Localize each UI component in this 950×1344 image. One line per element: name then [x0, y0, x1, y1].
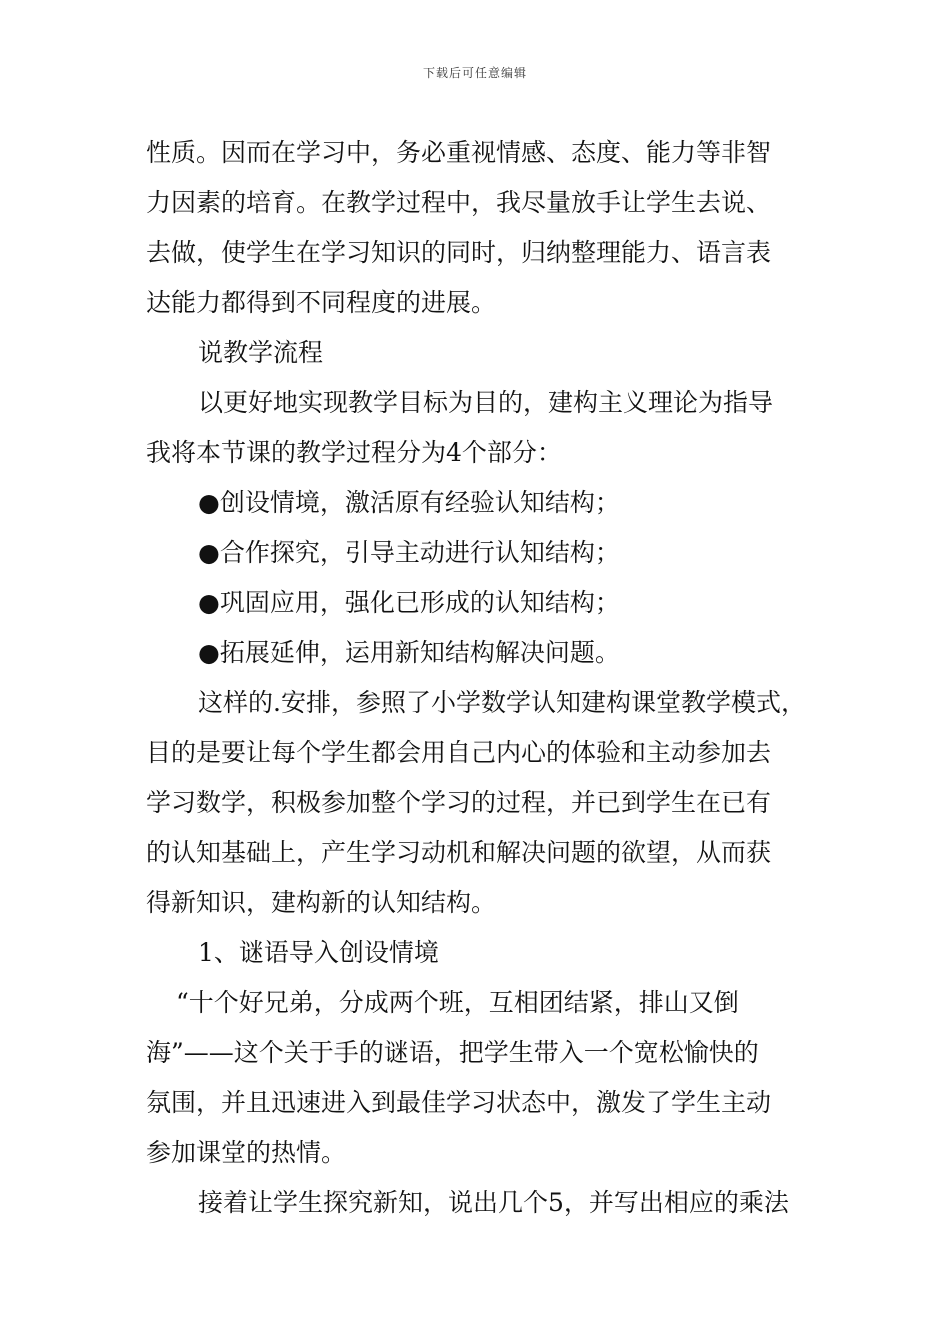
- text-line: 以更好地实现教学目标为目的，建构主义理论为指导: [198, 388, 774, 417]
- text-line: 这样的.安排，参照了小学数学认知建构课堂教学模式，: [198, 688, 806, 717]
- bullet-item: ●拓展延伸，运用新知结构解决问题。: [198, 638, 620, 667]
- text-line: 学习数学，积极参加整个学习的过程，并已到学生在已有: [146, 788, 772, 817]
- text-line: 我将本节课的教学过程分为4个部分：: [146, 438, 562, 467]
- text-line: 参加课堂的热情。: [146, 1138, 347, 1167]
- text-line: 去做，使学生在学习知识的同时，归纳整理能力、语言表: [146, 238, 772, 267]
- text-line: 力因素的培育。在教学过程中，我尽量放手让学生去说、: [146, 188, 772, 217]
- page-header: 下载后可任意编辑: [422, 66, 527, 80]
- text-line: 性质。因而在学习中，务必重视情感、态度、能力等非智: [146, 138, 772, 167]
- document-body: [146, 128, 816, 1228]
- section-heading: 说教学流程: [198, 338, 324, 367]
- text-line: 接着让学生探究新知，说出几个5，并写出相应的乘法: [198, 1188, 789, 1217]
- text-line: 目的是要让每个学生都会用自己内心的体验和主动参加去: [146, 738, 772, 767]
- text-line: 的认知基础上，产生学习动机和解决问题的欲望，从而获: [146, 838, 772, 867]
- text-line: 得新知识，建构新的认知结构。: [146, 888, 497, 917]
- bullet-item: ●合作探究，引导主动进行认知结构；: [198, 538, 620, 567]
- text-line: 氛围，并且迅速进入到最佳学习状态中，激发了学生主动: [146, 1088, 772, 1117]
- section-heading: 1、谜语导入创设情境: [198, 938, 439, 967]
- bullet-item: ●创设情境，激活原有经验认知结构；: [198, 488, 620, 517]
- text-line: 海”——这个关于手的谜语，把学生带入一个宽松愉快的: [146, 1038, 759, 1067]
- bullet-item: ●巩固应用，强化已形成的认知结构；: [198, 588, 620, 617]
- text-line: 达能力都得到不同程度的进展。: [146, 288, 497, 317]
- text-line: “十个好兄弟，分成两个班，互相团结紧，排山又倒: [176, 988, 739, 1017]
